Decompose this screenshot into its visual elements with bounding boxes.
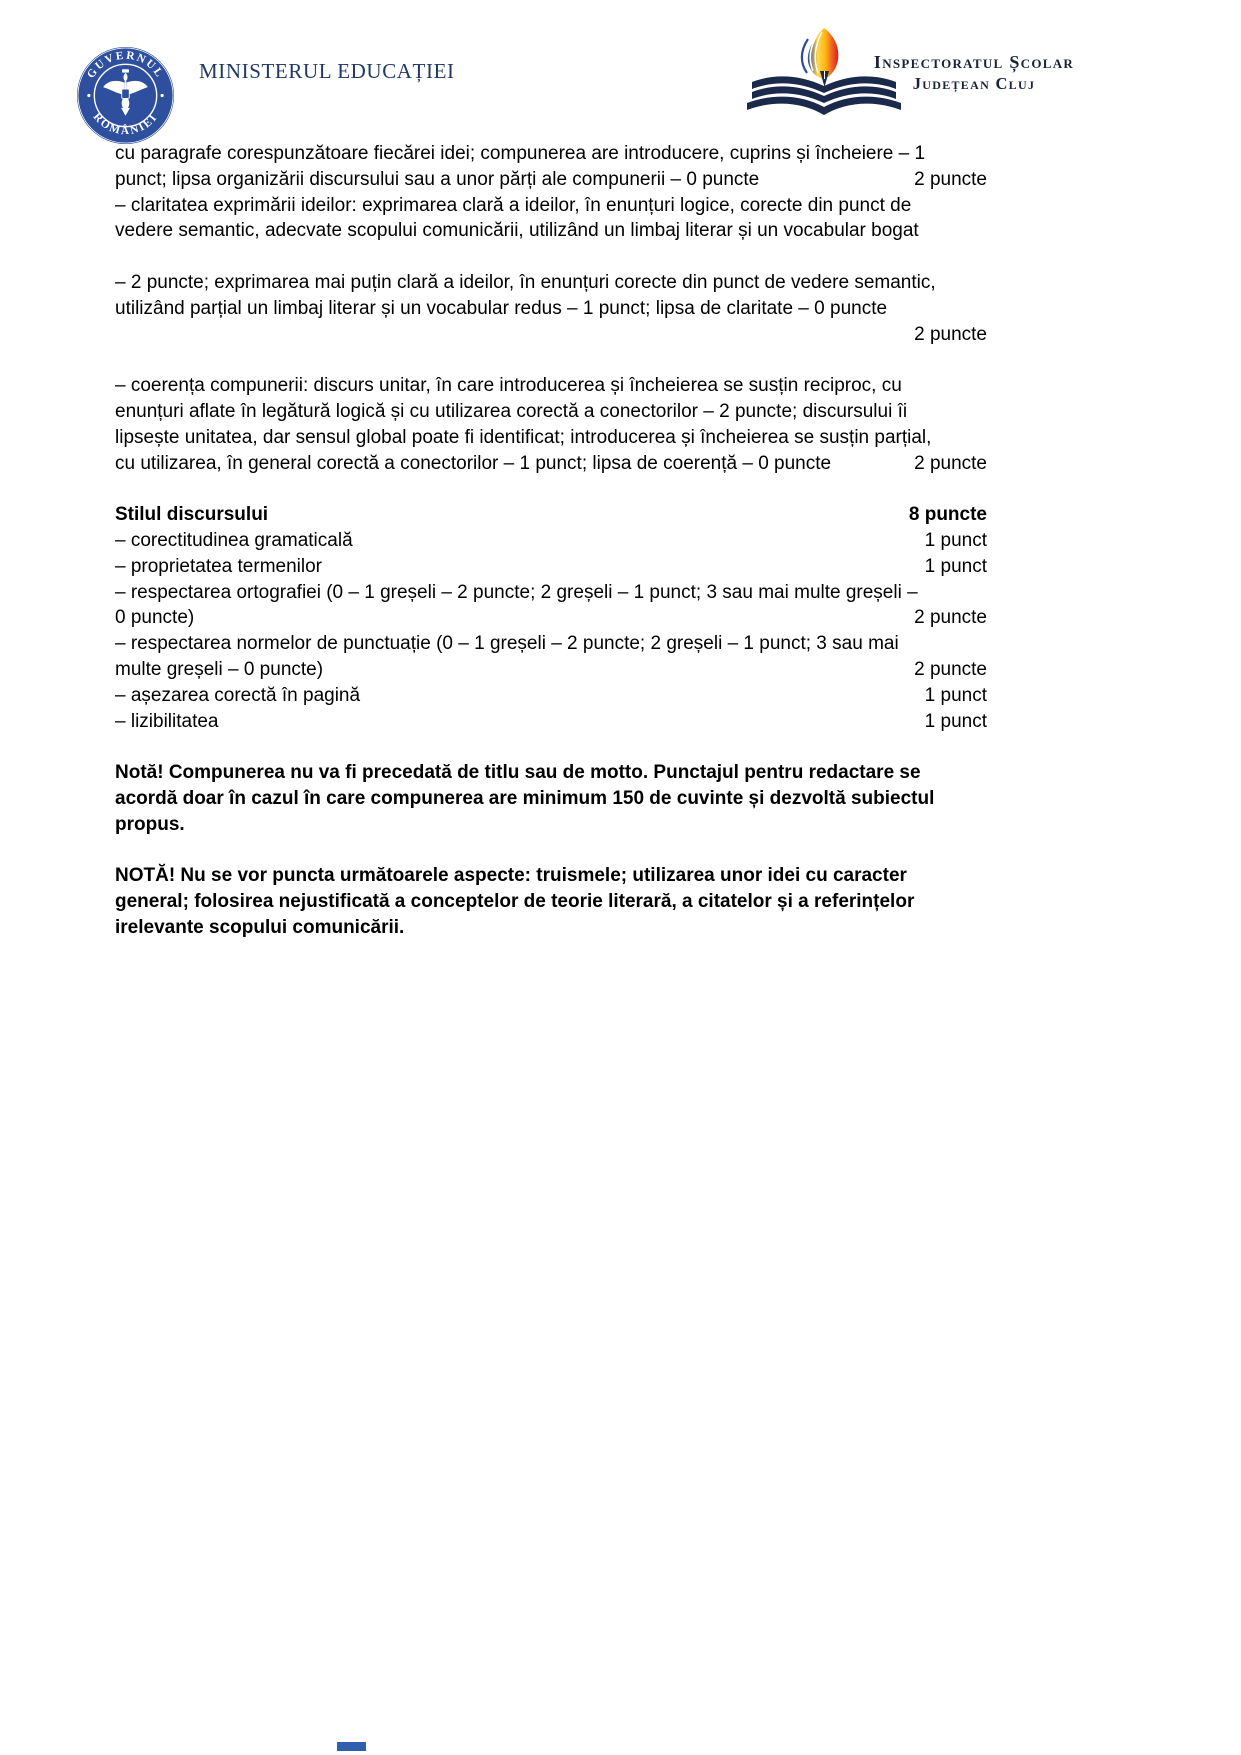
points-label: 2 puncte (914, 323, 987, 345)
line-text: – 2 puncte; exprimarea mai puțin clară a ideilor, în enunțuri corecte din punct de vedere semantic, (115, 271, 936, 293)
government-of-romania-seal-icon (76, 46, 175, 145)
line-text: enunțuri aflate în legătură logică și cu utilizarea corectă a conectorilor – 2 puncte; discursului îi (115, 400, 908, 422)
points-label: 2 puncte (914, 607, 987, 629)
section-coerenta (115, 373, 987, 476)
text-line (115, 863, 987, 889)
section-organizare (115, 141, 987, 244)
line-text: cu utilizarea, în general corectă a conectorilor – 1 punct; lipsa de coerență – 0 puncte (115, 452, 832, 474)
points-label (977, 218, 987, 244)
text-line (115, 425, 987, 451)
points-label (977, 373, 987, 399)
line-text: punct; lipsa organizării discursului sau a unor părți ale compunerii – 0 puncte (115, 168, 760, 190)
text-line (115, 193, 987, 219)
points-label: 8 puncte (908, 504, 987, 526)
line-text: utilizând parțial un limbaj literar și un vocabular redus – 1 punct; lipsa de claritate – 0 puncte (115, 297, 888, 319)
points-label (977, 399, 987, 425)
line-text: cu paragrafe corespunzătoare fiecărei idei; compunerea are introducere, cuprins și încheiere – 1 (115, 143, 926, 164)
line-text: acordă doar în cazul în care compunerea are minimum 150 de cuvinte și dezvoltă subiectul (115, 787, 935, 809)
text-line (115, 760, 987, 786)
points-label (977, 631, 987, 657)
points-label (977, 141, 987, 167)
section-nota (115, 760, 987, 837)
text-line (115, 373, 987, 399)
points-label: 2 puncte (914, 452, 987, 474)
text-line (115, 683, 987, 709)
document-body (115, 141, 987, 941)
text-line (115, 167, 987, 193)
inspectorate-title-line2: Județean Cluj (912, 73, 1036, 93)
text-line (115, 270, 987, 296)
ministry-title: MINISTERUL EDUCAȚIEI (199, 59, 455, 83)
text-line (115, 322, 987, 348)
section-heading: Stilul discursului (115, 504, 269, 526)
text-line (115, 554, 987, 580)
svg-text:ROMÂNIEI: ROMÂNIEI (90, 110, 161, 138)
line-text: – așezarea corectă în pagină (115, 684, 361, 706)
text-line (115, 605, 987, 631)
footer-blue-mark (337, 1742, 366, 1751)
line-text: lipsește unitatea, dar sensul global poate fi identificat; introducerea și încheierea se susțin parțial, (115, 426, 932, 448)
points-label (977, 270, 987, 296)
line-text: – corectitudinea gramaticală (115, 529, 353, 551)
text-line (115, 889, 987, 915)
section-claritate (115, 270, 987, 347)
text-line (115, 812, 987, 838)
points-label (977, 580, 987, 606)
text-line (115, 218, 987, 244)
line-text: – claritatea exprimării ideilor: exprimarea clară a ideilor, în enunțuri logice, corecte din punct de (115, 194, 912, 216)
points-label: 1 punct (924, 684, 987, 706)
text-line (115, 451, 987, 477)
text-line (115, 709, 987, 735)
points-label (977, 193, 987, 219)
line-text: general; folosirea nejustificată a conceptelor de teorie literară, a citatelor și a referințelor (115, 891, 915, 913)
text-line (115, 296, 987, 322)
inspectorate-title (866, 52, 1082, 94)
text-line (115, 141, 987, 167)
line-text: 0 puncte) (115, 607, 195, 629)
line-text: – respectarea normelor de punctuație (0 – 1 greșeli – 2 puncte; 2 greșeli – 1 punct; 3 sau mai (115, 633, 899, 655)
section-nota-majuscule (115, 863, 987, 940)
line-text: irelevante scopului comunicării. (115, 916, 405, 938)
text-line (115, 631, 987, 657)
text-line (115, 399, 987, 425)
points-label: 2 puncte (914, 168, 987, 190)
line-text: – coerența compunerii: discurs unitar, în care introducerea și încheierea se susțin reciproc, cu (115, 375, 902, 397)
line-text: propus. (115, 813, 185, 835)
line-text: multe greșeli – 0 puncte) (115, 658, 324, 680)
line-text: Notă! Compunerea nu va fi precedată de titlu sau de motto. Punctajul pentru redactare se (115, 762, 921, 784)
text-line (115, 786, 987, 812)
points-label: 1 punct (924, 555, 987, 577)
inspectorate-title-line1: Inspectoratul Școlar (873, 52, 1075, 72)
text-line (115, 657, 987, 683)
points-label: 2 puncte (914, 658, 987, 680)
text-line (115, 915, 987, 941)
section-heading-row (115, 502, 987, 528)
points-label: 1 punct (924, 529, 987, 551)
text-line (115, 580, 987, 606)
points-label: 1 punct (924, 710, 987, 732)
section-stilul-discursului (115, 502, 987, 734)
line-text: – proprietatea termenilor (115, 555, 322, 577)
text-line (115, 528, 987, 554)
svg-text:GUVERNUL: GUVERNUL (85, 49, 166, 81)
line-text: NOTĂ! Nu se vor puncta următoarele aspecte: truismele; utilizarea unor idei cu caracter (115, 865, 907, 887)
line-text: – lizibilitatea (115, 710, 219, 732)
line-text: vedere semantic, adecvate scopului comunicării, utilizând un limbaj literar și un vocabular bogat (115, 220, 919, 242)
points-label (977, 296, 987, 322)
points-label (977, 425, 987, 451)
line-text: – respectarea ortografiei (0 – 1 greșeli – 2 puncte; 2 greșeli – 1 punct; 3 sau mai multe greșeli – (115, 581, 918, 603)
